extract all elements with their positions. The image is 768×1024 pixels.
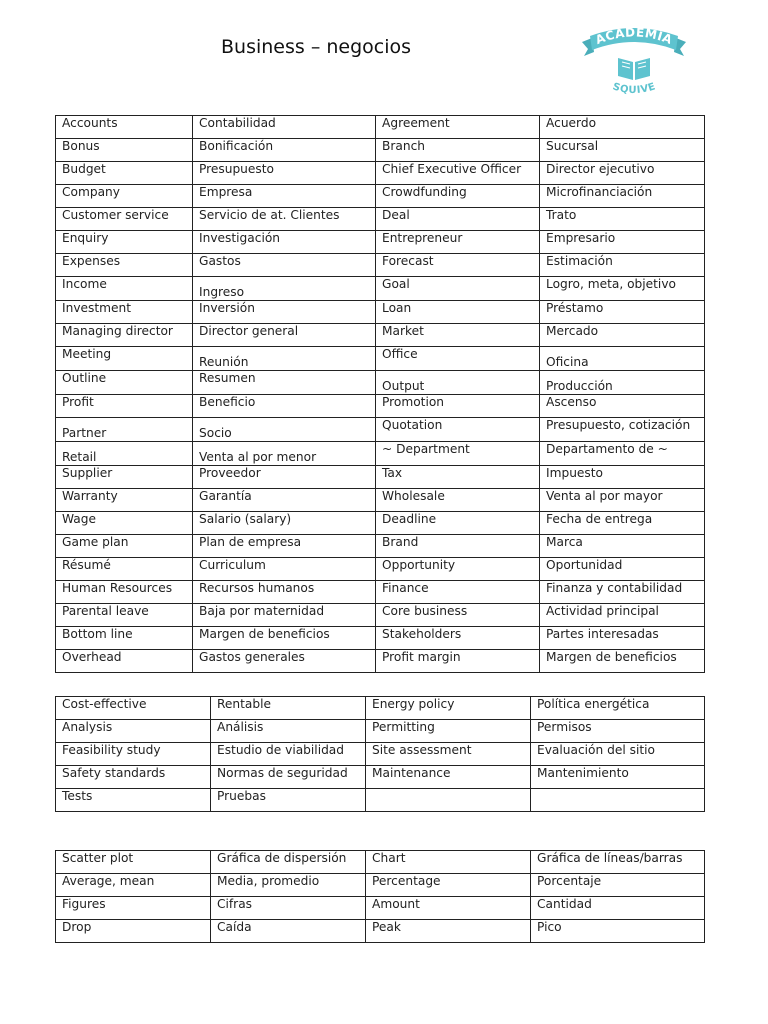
table-row bbox=[56, 371, 705, 395]
english-term-cell: Budget bbox=[56, 162, 193, 185]
english-term-cell bbox=[366, 789, 531, 812]
english-term-cell: Maintenance bbox=[366, 766, 531, 789]
table-row bbox=[56, 851, 705, 874]
spanish-translation-cell: Oficina bbox=[540, 347, 705, 371]
spanish-translation-cell: Evaluación del sitio bbox=[531, 743, 705, 766]
spanish-translation-cell: Impuesto bbox=[540, 466, 705, 489]
spanish-translation-cell: Gastos generales bbox=[193, 650, 376, 673]
table-row bbox=[56, 418, 705, 442]
logo-graphic bbox=[578, 22, 690, 102]
spanish-translation-cell: Normas de seguridad bbox=[211, 766, 366, 789]
spanish-translation-cell: Socio bbox=[193, 418, 376, 442]
spanish-translation-cell: Cifras bbox=[211, 897, 366, 920]
table-row bbox=[56, 897, 705, 920]
spanish-translation-cell: Pruebas bbox=[211, 789, 366, 812]
english-term-cell: Customer service bbox=[56, 208, 193, 231]
english-term-cell: Market bbox=[376, 324, 540, 347]
english-term-cell: Investment bbox=[56, 301, 193, 324]
english-term-cell: Supplier bbox=[56, 466, 193, 489]
spanish-translation-cell: Marca bbox=[540, 535, 705, 558]
table-row bbox=[56, 489, 705, 512]
table-row bbox=[56, 347, 705, 371]
english-term-cell: Forecast bbox=[376, 254, 540, 277]
table-row bbox=[56, 874, 705, 897]
table-row bbox=[56, 766, 705, 789]
english-term-cell: Income bbox=[56, 277, 193, 301]
table-row bbox=[56, 231, 705, 254]
spanish-translation-cell: Mercado bbox=[540, 324, 705, 347]
table-row bbox=[56, 301, 705, 324]
english-term-cell: Résumé bbox=[56, 558, 193, 581]
spanish-translation-cell: Porcentaje bbox=[531, 874, 705, 897]
english-term-cell: Output bbox=[376, 371, 540, 395]
spanish-translation-cell: Proveedor bbox=[193, 466, 376, 489]
spanish-translation-cell: Empresa bbox=[193, 185, 376, 208]
table-row bbox=[56, 395, 705, 418]
spanish-translation-cell: Pico bbox=[531, 920, 705, 943]
spanish-translation-cell: Media, promedio bbox=[211, 874, 366, 897]
spanish-translation-cell: Salario (salary) bbox=[193, 512, 376, 535]
english-term-cell: Wholesale bbox=[376, 489, 540, 512]
english-term-cell: Parental leave bbox=[56, 604, 193, 627]
english-term-cell: Average, mean bbox=[56, 874, 211, 897]
english-term-cell: Quotation bbox=[376, 418, 540, 442]
english-term-cell: Feasibility study bbox=[56, 743, 211, 766]
table-row bbox=[56, 920, 705, 943]
table-row bbox=[56, 116, 705, 139]
english-term-cell: Safety standards bbox=[56, 766, 211, 789]
spanish-translation-cell: Logro, meta, objetivo bbox=[540, 277, 705, 301]
spanish-translation-cell: Baja por maternidad bbox=[193, 604, 376, 627]
spanish-translation-cell: Finanza y contabilidad bbox=[540, 581, 705, 604]
spanish-translation-cell: Sucursal bbox=[540, 139, 705, 162]
table-row bbox=[56, 277, 705, 301]
table-row bbox=[56, 466, 705, 489]
spanish-translation-cell: Departamento de ~ bbox=[540, 442, 705, 466]
english-term-cell: Profit bbox=[56, 395, 193, 418]
spanish-translation-cell: Partes interesadas bbox=[540, 627, 705, 650]
spanish-translation-cell: Venta al por mayor bbox=[540, 489, 705, 512]
table-row bbox=[56, 185, 705, 208]
charts-vocabulary-table bbox=[55, 850, 705, 943]
spanish-translation-cell: Permisos bbox=[531, 720, 705, 743]
english-term-cell: Crowdfunding bbox=[376, 185, 540, 208]
spanish-translation-cell: Inversión bbox=[193, 301, 376, 324]
table-row bbox=[56, 254, 705, 277]
english-term-cell: Entrepreneur bbox=[376, 231, 540, 254]
table-row bbox=[56, 789, 705, 812]
project-vocabulary-table bbox=[55, 696, 705, 812]
spanish-translation-cell: Director general bbox=[193, 324, 376, 347]
spanish-translation-cell: Presupuesto bbox=[193, 162, 376, 185]
spanish-translation-cell: Análisis bbox=[211, 720, 366, 743]
english-term-cell: Cost-effective bbox=[56, 697, 211, 720]
spanish-translation-cell: Presupuesto, cotización bbox=[540, 418, 705, 442]
spanish-translation-cell: Garantía bbox=[193, 489, 376, 512]
spanish-translation-cell: Cantidad bbox=[531, 897, 705, 920]
spanish-translation-cell: Beneficio bbox=[193, 395, 376, 418]
spanish-translation-cell: Ingreso bbox=[193, 277, 376, 301]
academia-esquivel-logo bbox=[578, 22, 690, 102]
table-row bbox=[56, 208, 705, 231]
spanish-translation-cell: Gastos bbox=[193, 254, 376, 277]
english-term-cell: Partner bbox=[56, 418, 193, 442]
english-term-cell: Meeting bbox=[56, 347, 193, 371]
spanish-translation-cell: Gráfica de líneas/barras bbox=[531, 851, 705, 874]
english-term-cell: Outline bbox=[56, 371, 193, 395]
spanish-translation-cell: Actividad principal bbox=[540, 604, 705, 627]
english-term-cell: Scatter plot bbox=[56, 851, 211, 874]
english-term-cell: Promotion bbox=[376, 395, 540, 418]
english-term-cell: Brand bbox=[376, 535, 540, 558]
spanish-translation-cell: Préstamo bbox=[540, 301, 705, 324]
table-row bbox=[56, 139, 705, 162]
english-term-cell: Percentage bbox=[366, 874, 531, 897]
spanish-translation-cell: Acuerdo bbox=[540, 116, 705, 139]
spanish-translation-cell: Curriculum bbox=[193, 558, 376, 581]
spanish-translation-cell: Fecha de entrega bbox=[540, 512, 705, 535]
spanish-translation-cell: Bonificación bbox=[193, 139, 376, 162]
english-term-cell: Agreement bbox=[376, 116, 540, 139]
english-term-cell: Retail bbox=[56, 442, 193, 466]
spanish-translation-cell: Margen de beneficios bbox=[193, 627, 376, 650]
english-term-cell: Drop bbox=[56, 920, 211, 943]
table-row bbox=[56, 162, 705, 185]
spanish-translation-cell: Rentable bbox=[211, 697, 366, 720]
english-term-cell: Permitting bbox=[366, 720, 531, 743]
english-term-cell: Amount bbox=[366, 897, 531, 920]
spanish-translation-cell: Director ejecutivo bbox=[540, 162, 705, 185]
spanish-translation-cell: Producción bbox=[540, 371, 705, 395]
english-term-cell: Tax bbox=[376, 466, 540, 489]
spanish-translation-cell: Caída bbox=[211, 920, 366, 943]
english-term-cell: Office bbox=[376, 347, 540, 371]
english-term-cell: Energy policy bbox=[366, 697, 531, 720]
table-row bbox=[56, 697, 705, 720]
english-term-cell: Bonus bbox=[56, 139, 193, 162]
english-term-cell: Tests bbox=[56, 789, 211, 812]
spanish-translation-cell: Resumen bbox=[193, 371, 376, 395]
english-term-cell: Core business bbox=[376, 604, 540, 627]
spanish-translation-cell: Microfinanciación bbox=[540, 185, 705, 208]
english-term-cell: Company bbox=[56, 185, 193, 208]
english-term-cell: Branch bbox=[376, 139, 540, 162]
spanish-translation-cell: Venta al por menor bbox=[193, 442, 376, 466]
spanish-translation-cell: Ascenso bbox=[540, 395, 705, 418]
logo-sub-text: SQUIVE bbox=[611, 81, 658, 97]
spanish-translation-cell: Trato bbox=[540, 208, 705, 231]
english-term-cell: Chart bbox=[366, 851, 531, 874]
english-term-cell: Warranty bbox=[56, 489, 193, 512]
english-term-cell: Stakeholders bbox=[376, 627, 540, 650]
english-term-cell: Accounts bbox=[56, 116, 193, 139]
spanish-translation-cell: Servicio de at. Clientes bbox=[193, 208, 376, 231]
spanish-translation-cell: Mantenimiento bbox=[531, 766, 705, 789]
business-vocabulary-table bbox=[55, 115, 705, 673]
spanish-translation-cell: Contabilidad bbox=[193, 116, 376, 139]
table-row bbox=[56, 535, 705, 558]
spanish-translation-cell: Plan de empresa bbox=[193, 535, 376, 558]
open-book-icon bbox=[618, 58, 650, 80]
table-row bbox=[56, 581, 705, 604]
english-term-cell: Figures bbox=[56, 897, 211, 920]
english-term-cell: Human Resources bbox=[56, 581, 193, 604]
spanish-translation-cell: Recursos humanos bbox=[193, 581, 376, 604]
spanish-translation-cell: Política energética bbox=[531, 697, 705, 720]
spanish-translation-cell: Gráfica de dispersión bbox=[211, 851, 366, 874]
spanish-translation-cell: Margen de beneficios bbox=[540, 650, 705, 673]
english-term-cell: Analysis bbox=[56, 720, 211, 743]
table-row bbox=[56, 650, 705, 673]
spanish-translation-cell: Estudio de viabilidad bbox=[211, 743, 366, 766]
english-term-cell: Enquiry bbox=[56, 231, 193, 254]
english-term-cell: Game plan bbox=[56, 535, 193, 558]
english-term-cell: Peak bbox=[366, 920, 531, 943]
english-term-cell: Opportunity bbox=[376, 558, 540, 581]
english-term-cell: Loan bbox=[376, 301, 540, 324]
table-row bbox=[56, 627, 705, 650]
table-row bbox=[56, 743, 705, 766]
page-title: Business – negocios bbox=[221, 36, 412, 58]
table-row bbox=[56, 720, 705, 743]
spanish-translation-cell: Investigación bbox=[193, 231, 376, 254]
spanish-translation-cell: Oportunidad bbox=[540, 558, 705, 581]
table-row bbox=[56, 324, 705, 347]
spanish-translation-cell bbox=[531, 789, 705, 812]
table-row bbox=[56, 604, 705, 627]
english-term-cell: Deadline bbox=[376, 512, 540, 535]
english-term-cell: Profit margin bbox=[376, 650, 540, 673]
table-row bbox=[56, 558, 705, 581]
english-term-cell: Goal bbox=[376, 277, 540, 301]
spanish-translation-cell: Estimación bbox=[540, 254, 705, 277]
english-term-cell: ~ Department bbox=[376, 442, 540, 466]
spanish-translation-cell: Reunión bbox=[193, 347, 376, 371]
english-term-cell: Expenses bbox=[56, 254, 193, 277]
english-term-cell: Finance bbox=[376, 581, 540, 604]
english-term-cell: Site assessment bbox=[366, 743, 531, 766]
english-term-cell: Bottom line bbox=[56, 627, 193, 650]
english-term-cell: Chief Executive Officer bbox=[376, 162, 540, 185]
table-row bbox=[56, 442, 705, 466]
english-term-cell: Wage bbox=[56, 512, 193, 535]
table-row bbox=[56, 512, 705, 535]
english-term-cell: Overhead bbox=[56, 650, 193, 673]
logo-ribbon-text: ACADEMIA bbox=[593, 25, 675, 48]
english-term-cell: Deal bbox=[376, 208, 540, 231]
spanish-translation-cell: Empresario bbox=[540, 231, 705, 254]
english-term-cell: Managing director bbox=[56, 324, 193, 347]
